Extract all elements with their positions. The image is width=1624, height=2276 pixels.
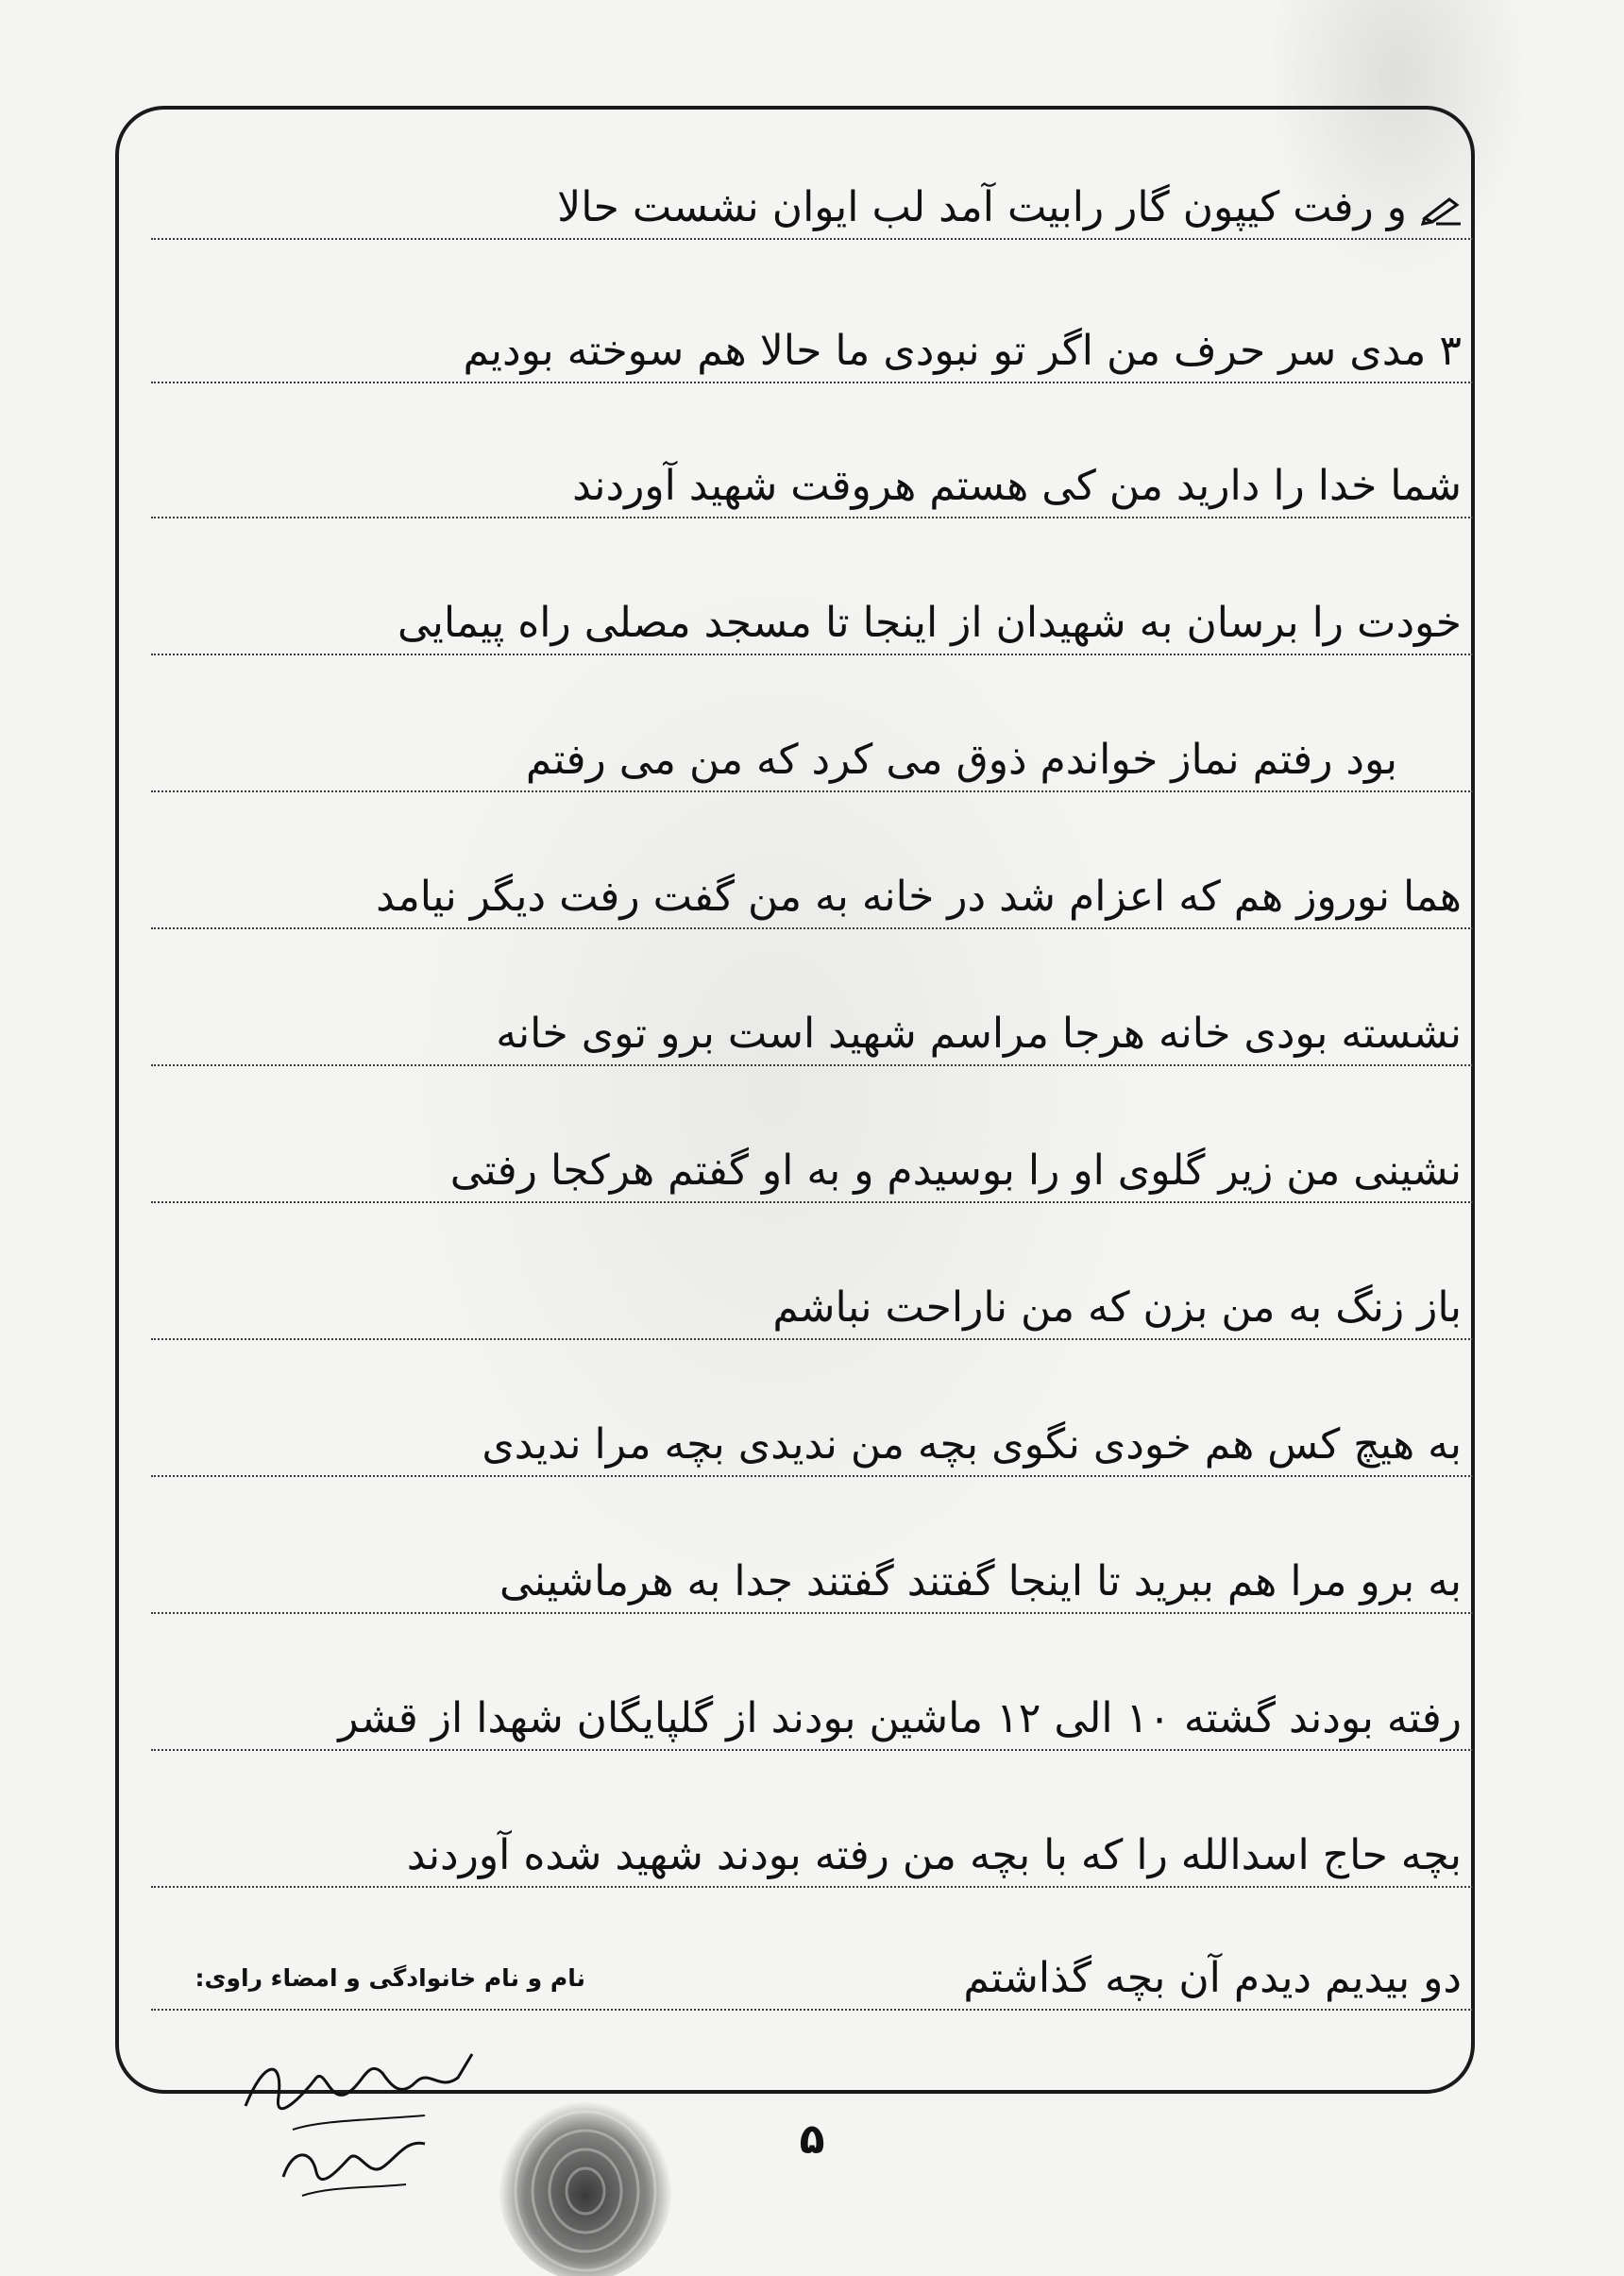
text-line-2 bbox=[151, 314, 1473, 383]
text-line-content: رفته بودند گشته ۱۰ الی ۱۲ ماشین بودند از گلپایگان شهدا از قشر bbox=[338, 1694, 1462, 1742]
text-line-12 bbox=[151, 1681, 1473, 1751]
text-line-6 bbox=[151, 859, 1473, 929]
text-line-7 bbox=[151, 996, 1473, 1066]
text-line-content: باز زنگ به من بزن که من ناراحت نباشم bbox=[772, 1283, 1462, 1332]
text-line-content: بچه حاج اسدالله را که با بچه من رفته بودند شهید شده آوردند bbox=[406, 1831, 1462, 1879]
text-line-10 bbox=[151, 1407, 1473, 1477]
text-line-content: شما خدا را دارید من کی هستم هروقت شهید آوردند bbox=[572, 462, 1462, 510]
text-line-content: نشسته بودی خانه هرجا مراسم شهید است برو توی خانه bbox=[496, 1010, 1462, 1058]
text-line-8 bbox=[151, 1133, 1473, 1203]
text-line-content: دو بیدیم دیدم آن بچه گذاشتم bbox=[963, 1954, 1462, 2002]
narrator-signature-second-line bbox=[274, 2120, 434, 2205]
thumbprint-stamp bbox=[491, 2078, 680, 2276]
text-line-4 bbox=[151, 586, 1473, 655]
text-line-11 bbox=[151, 1544, 1473, 1614]
text-line-content: به برو مرا هم ببرید تا اینجا گفتند گفتند جدا به هرماشینی bbox=[499, 1557, 1462, 1605]
text-line-content: نشینی من زیر گلوی او را بوسیدم و به او گفتم هرکجا رفتی bbox=[449, 1146, 1462, 1195]
text-line-content: هما نوروز هم که اعزام شد در خانه به من گفت رفت دیگر نیامد bbox=[376, 873, 1462, 921]
text-line-13 bbox=[151, 1818, 1473, 1888]
text-line-content: ۳ مدی سر حرف من اگر تو نبودی ما حالا هم سوخته بودیم bbox=[463, 327, 1462, 375]
narrator-signature-label: نام و نام خانوادگی و امضاء راوی: bbox=[195, 1964, 585, 1992]
text-line-content: خودت را برسان به شهیدان از اینجا تا مسجد مصلی راه پیمایی bbox=[397, 599, 1462, 647]
text-line-content: به هیچ کس هم خودی نگوی بچه من ندیدی بچه مرا ندیدی bbox=[482, 1420, 1462, 1469]
text-line-9 bbox=[151, 1270, 1473, 1340]
page-number bbox=[784, 2115, 840, 2164]
text-line-5 bbox=[151, 722, 1473, 792]
text-line-1 bbox=[151, 170, 1473, 240]
text-line-content: و رفت کیپون گار رابیت آمد لب ایوان نشست حالا bbox=[557, 183, 1407, 231]
page-number-text: ۵ bbox=[799, 2115, 825, 2164]
text-line-content: بود رفتم نماز خواندم ذوق می کرد که من می رفتم bbox=[525, 736, 1397, 784]
text-line-3 bbox=[151, 449, 1473, 518]
page-border bbox=[115, 106, 1475, 2094]
